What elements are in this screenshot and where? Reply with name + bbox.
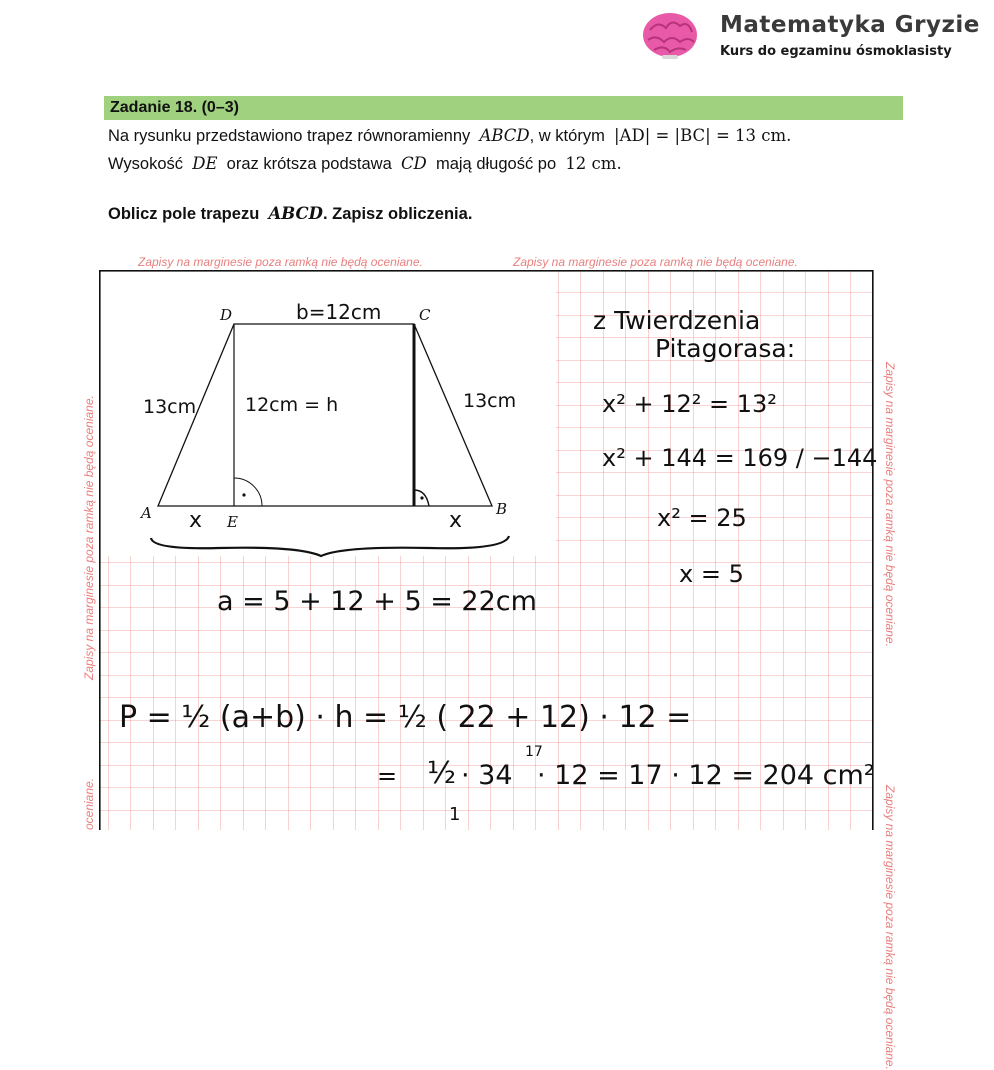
equation-2: x² + 144 = 169 / −144 [602,444,878,472]
area-reduced-17: 17 [525,744,543,760]
label-x-left: x [189,508,203,533]
label-right-side: 13cm [463,390,517,412]
label-x-right: x [449,508,463,533]
brain-icon [640,8,700,64]
math-de: DE [192,154,218,173]
label-height: 12cm = h [245,394,339,416]
vertex-c: C [419,306,431,324]
margin-note-right-cut: Zapisy na marginesie poza ramką nie będą oceniane. [883,785,897,1070]
question-text: Oblicz pole trapezu [108,205,260,223]
brand-title: Matematyka Gryzie [720,12,980,38]
margin-note-right: Zapisy na marginesie poza ramką nie będą oceniane. [883,362,897,647]
equation-1: x² + 12² = 13² [602,390,777,418]
answer-grid [99,270,878,830]
task-text-line-1 [108,126,791,146]
area-equals: = [377,762,398,790]
task-question [108,204,472,224]
area-half: ½ [427,756,457,791]
vertex-b: B [496,500,508,518]
task-text: , w którym [529,127,605,145]
math-12cm: 12 cm. [565,154,622,173]
vertex-a: A [141,504,152,522]
brace-bottom [151,536,509,556]
task-header-bar [104,96,903,120]
brand-subtitle: Kurs do egzaminu ósmoklasisty [720,44,952,59]
margin-note-left: Zapisy na marginesie poza ramką nie będą oceniane. [82,395,96,680]
task-text: oraz krótsza podstawa [226,155,392,173]
math-sides: |AD| = |BC| = 13 cm. [613,126,792,145]
solution-heading-2: Pitagorasa: [655,334,796,363]
label-left-side: 13cm [143,396,197,418]
margin-note-top-right: Zapisy na marginesie poza ramką nie będą oceniane. [513,255,798,269]
task-text-line-2 [108,154,622,174]
area-times-34: · 34 [461,760,513,791]
task-text: mają długość po [435,155,557,173]
math-abcd: ABCD [268,204,323,223]
math-cd: CD [400,154,427,173]
right-angle-dot-e [242,493,245,496]
question-text: . Zapisz obliczenia. [322,205,473,223]
task-text: Wysokość [108,155,184,173]
label-top-base: b=12cm [296,300,382,324]
math-abcd: ABCD [479,126,530,145]
base-a-calculation: a = 5 + 12 + 5 = 22cm [217,586,537,617]
solution-heading-1: z Twierdzenia [593,306,761,335]
vertex-e: E [227,513,238,531]
equation-3: x² = 25 [657,504,747,532]
brand-header [640,6,980,66]
equation-4: x = 5 [679,560,744,588]
task-text: Na rysunku przedstawiono trapez równoramienny [108,127,471,145]
margin-note-top-left: Zapisy na marginesie poza ramką nie będą oceniane. [138,255,423,269]
area-reduced-1: 1 [449,804,461,825]
right-angle-dot-c [420,496,423,499]
vertex-d: D [220,306,233,324]
right-angle-e [234,478,262,506]
margin-note-left-cut: oceniane. [82,777,96,830]
area-result: · 12 = 17 · 12 = 204 cm² [537,760,875,791]
task-title: Zadanie 18. (0–3) [110,99,239,116]
area-formula-line: P = ½ (a+b) · h = ½ ( 22 + 12) · 12 = [119,700,692,735]
